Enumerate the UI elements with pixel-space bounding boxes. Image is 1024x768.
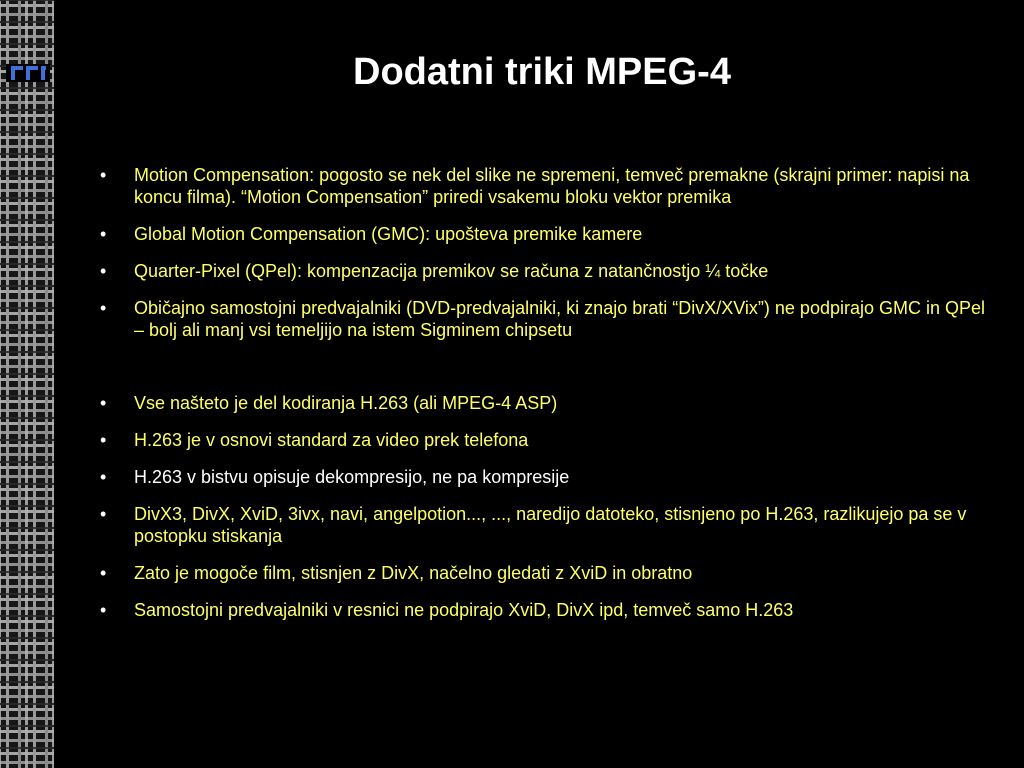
bullet-item — [100, 260, 1000, 282]
bullet-text: Zato je mogoče film, stisnjen z DivX, načelno gledati z XviD in obratno — [134, 563, 693, 583]
logo-letter-f-icon — [11, 66, 23, 80]
bullet-item — [100, 599, 1000, 621]
bullet-text: Samostojni predvajalniki v resnici ne podpirajo XviD, DivX ipd, temveč samo H.263 — [134, 600, 794, 620]
bullet-text: Global Motion Compensation (GMC): upošteva premike kamere — [134, 224, 643, 244]
bullet-dot-icon: • — [100, 430, 107, 450]
bullet-dot-icon: • — [100, 224, 107, 244]
bullet-dot-icon: • — [100, 393, 107, 413]
bullet-text: DivX3, DivX, XviD, 3ivx, navi, angelpotion..., ..., naredijo datoteko, stisnjeno po H.263, razlikujejo pa se v postopku stiskanja — [134, 504, 967, 546]
bullet-item — [100, 223, 1000, 245]
bullet-text: Quarter-Pixel (QPel): kompenzacija premikov se računa z natančnostjo ¼ točke — [134, 261, 769, 281]
bullet-text: Vse našteto je del kodiranja H.263 (ali MPEG-4 ASP) — [134, 393, 558, 413]
bullet-item — [100, 562, 1000, 584]
logo-letter-i-icon — [41, 66, 46, 80]
bullet-item — [100, 297, 1000, 341]
bullet-item — [100, 466, 1000, 488]
bullet-text: Motion Compensation: pogosto se nek del slike ne spremeni, temveč premakne (skrajni primer: napisi na koncu filma). “Motion Compensation” priredi vsakemu bloku vektor premika — [134, 165, 970, 207]
bullet-dot-icon: • — [100, 298, 107, 318]
bullet-text: H.263 je v osnovi standard za video prek telefona — [134, 430, 529, 450]
bullet-group-spacer — [100, 356, 1000, 392]
bullet-item — [100, 503, 1000, 547]
logo-letter-r-icon — [26, 66, 38, 80]
fri-logo-icon — [6, 64, 50, 82]
bullet-text: Običajno samostojni predvajalniki (DVD-predvajalniki, ki znajo brati “DivX/XVix”) ne podpirajo GMC in QPel – bolj ali manj vsi temeljijo na istem Sigminem chipsetu — [134, 298, 986, 340]
bullet-item — [100, 392, 1000, 414]
bullet-dot-icon: • — [100, 600, 107, 620]
bullet-dot-icon: • — [100, 165, 107, 185]
bullet-text: H.263 v bistvu opisuje dekompresijo, ne pa kompresije — [134, 467, 570, 487]
bullet-item — [100, 164, 1000, 208]
bullet-dot-icon: • — [100, 467, 107, 487]
decorative-side-pattern-overlay — [0, 0, 54, 768]
bullet-dot-icon: • — [100, 261, 107, 281]
bullet-dot-icon: • — [100, 504, 107, 524]
slide-title: Dodatni triki MPEG-4 — [353, 51, 731, 93]
bullet-list — [100, 164, 1000, 636]
bullet-item — [100, 429, 1000, 451]
bullet-dot-icon: • — [100, 563, 107, 583]
